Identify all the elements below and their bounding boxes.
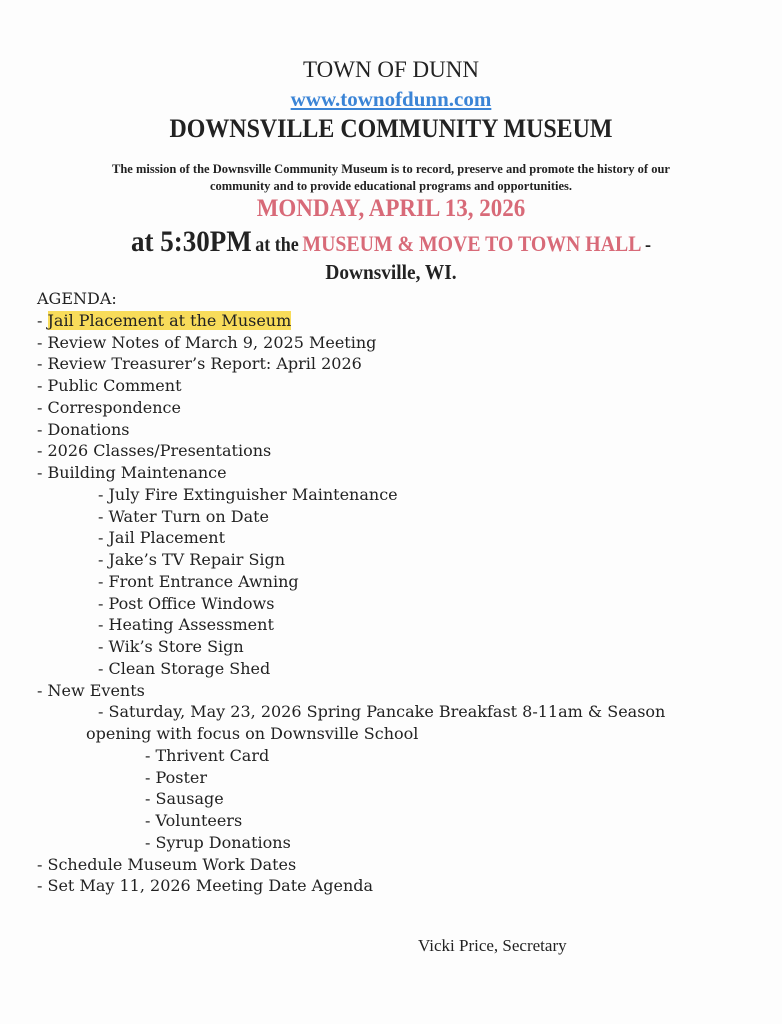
list-item: - Building Maintenance xyxy=(37,463,227,482)
sub-item: - Post Office Windows xyxy=(98,593,275,613)
sub-sub-item: - Poster xyxy=(145,767,207,787)
sub-item: - Wik’s Store Sign xyxy=(98,637,244,656)
sub-sub-item: - Thrivent Card xyxy=(145,745,270,765)
town-title: TOWN OF DUNN xyxy=(303,57,479,82)
bullet: - xyxy=(37,310,48,330)
sub-item: - July Fire Extinguisher Maintenance xyxy=(98,484,398,504)
sub-item: - Heating Assessment xyxy=(98,615,274,635)
sub-sub-item: - Syrup Donations xyxy=(145,832,291,852)
sub-sub-item: - Volunteers xyxy=(145,811,243,830)
meeting-city: Downsville, WI. xyxy=(325,260,457,284)
website-link[interactable]: www.townofdunn.com xyxy=(290,87,492,111)
sub-item: - Jail Placement xyxy=(98,528,225,548)
highlighted-item: Jail Placement at the Museum xyxy=(47,310,292,330)
sub-sub-item: - Sausage xyxy=(145,789,224,809)
list-item xyxy=(37,310,665,332)
dash: - xyxy=(645,234,652,256)
list-item: - New Events xyxy=(37,680,145,700)
list-item: - Donations xyxy=(37,419,130,439)
list-item: - Review Notes of March 9, 2025 Meeting xyxy=(37,332,377,352)
at-the-text: at the xyxy=(255,234,299,256)
mission-statement xyxy=(0,161,782,195)
meeting-date: MONDAY, APRIL 13, 2026 xyxy=(256,195,526,222)
sub-item: - Front Entrance Awning xyxy=(98,571,299,591)
sub-item: - Saturday, May 23, 2026 Spring Pancake Breakfast 8-11am & Season xyxy=(98,702,666,722)
mission-line: community and to provide educational programs and opportunities. xyxy=(209,179,573,193)
list-item: - Set May 11, 2026 Meeting Date Agenda xyxy=(37,876,374,896)
sub-item: - Water Turn on Date xyxy=(98,506,270,526)
agenda-list xyxy=(37,288,665,897)
list-item: - Schedule Museum Work Dates xyxy=(37,854,297,874)
list-item: - Review Treasurer’s Report: April 2026 xyxy=(37,354,362,374)
meeting-time: at 5:30PM xyxy=(130,225,252,258)
meeting-time-location xyxy=(39,225,743,259)
agenda-title: AGENDA: xyxy=(37,289,117,308)
signature: Vicki Price, Secretary xyxy=(418,936,567,955)
meeting-location: MUSEUM & MOVE TO TOWN HALL xyxy=(302,231,642,256)
sub-item: - Clean Storage Shed xyxy=(98,658,271,678)
mission-line: The mission of the Downsville Community Museum is to record, preserve and promote the history of our xyxy=(112,162,670,176)
sub-item: - Jake’s TV Repair Sign xyxy=(98,550,286,569)
list-item: - Correspondence xyxy=(37,397,181,417)
sub-item-continuation: opening with focus on Downsville School xyxy=(86,724,419,743)
list-item: - Public Comment xyxy=(37,376,182,395)
museum-title: DOWNSVILLE COMMUNITY MUSEUM xyxy=(169,114,613,143)
list-item: - 2026 Classes/Presentations xyxy=(37,441,272,461)
